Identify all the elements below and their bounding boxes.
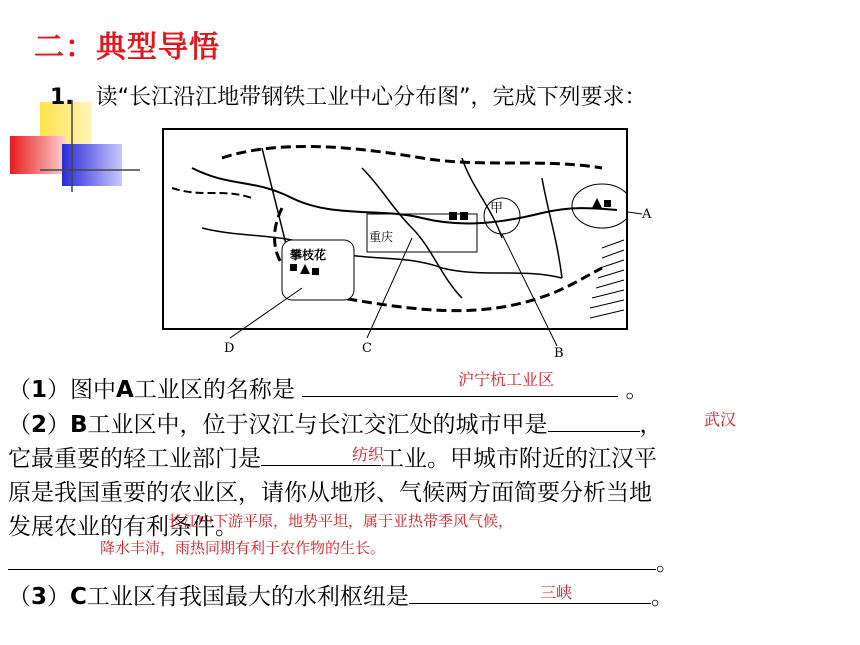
sub-number: 1	[31, 377, 48, 403]
map-label-b: B	[554, 346, 564, 358]
sub-text: 工业区的名称是	[133, 377, 295, 403]
answer-2-city: 武汉	[704, 410, 737, 429]
sub-number: 2	[31, 412, 48, 438]
paren-open: （	[8, 377, 31, 403]
paren-open: （	[8, 412, 31, 438]
sub-text: ）图中	[47, 377, 117, 403]
question-number: 1.	[50, 85, 74, 110]
answer-1: 沪宁杭工业区	[458, 370, 555, 389]
sub-text: 它最重要的轻工业部门是	[8, 446, 261, 472]
sub-question-2-line-2	[8, 440, 657, 473]
sub-text: 工业区有我国最大的水利枢纽是	[86, 584, 409, 610]
sub-text: 工业。甲城市附近的江汉平	[381, 446, 657, 472]
sub-bold-letter: B	[70, 412, 88, 438]
sub-number: 3	[31, 584, 48, 610]
sub-end: ，	[639, 412, 663, 438]
question-text: 读“长江沿江地带钢铁工业中心分布图”，完成下列要求：	[95, 85, 647, 110]
sub-end: 。	[656, 550, 679, 576]
map-label-d: D	[224, 341, 235, 356]
map-label-chongqing: 重庆	[369, 230, 394, 244]
answer-2-conditions-line-2: 降水丰沛，雨热同期有利于农作物的生长。	[100, 539, 386, 557]
sub-question-2-line-4: 发展农业的有利条件。	[8, 514, 238, 540]
answer-2-conditions-line-1: 长江中下游平原，地势平坦，属于亚热带季风气候，	[168, 512, 514, 530]
answer-blank[interactable]	[548, 408, 640, 432]
decorative-squares	[0, 100, 150, 200]
sub-question-2-line-1	[8, 406, 663, 439]
paren-open: （	[8, 584, 31, 610]
map-label-jia: 甲	[490, 201, 504, 216]
answer-blank[interactable]	[409, 580, 651, 604]
sub-question-2-line-5	[8, 544, 679, 577]
sub-text: 工业区中，位于汉江与长江交汇处的城市甲是	[87, 412, 548, 438]
question-1	[50, 80, 646, 111]
map-label-c: C	[362, 341, 372, 356]
sub-question-3	[8, 578, 674, 611]
answer-2-industry: 纺织	[352, 445, 385, 464]
map-label-panzhihua: 攀枝花	[290, 248, 327, 262]
answer-blank[interactable]	[8, 546, 656, 570]
sub-bold-letter: C	[70, 584, 87, 610]
sub-end: 。	[650, 584, 674, 610]
sub-bold-letter: A	[116, 377, 134, 403]
page-title: 二：典型导悟	[34, 30, 220, 65]
yangtze-steel-map	[162, 128, 628, 358]
map-label-a-area	[628, 160, 688, 360]
sub-text: ）	[47, 412, 71, 438]
answer-3: 三峡	[540, 583, 573, 602]
map-label-a: A	[642, 207, 652, 222]
sub-text: ）	[47, 584, 71, 610]
sub-end: 。	[625, 377, 649, 403]
sub-question-2-line-3: 原是我国重要的农业区，请你从地形、气候两方面简要分析当地	[8, 480, 652, 506]
